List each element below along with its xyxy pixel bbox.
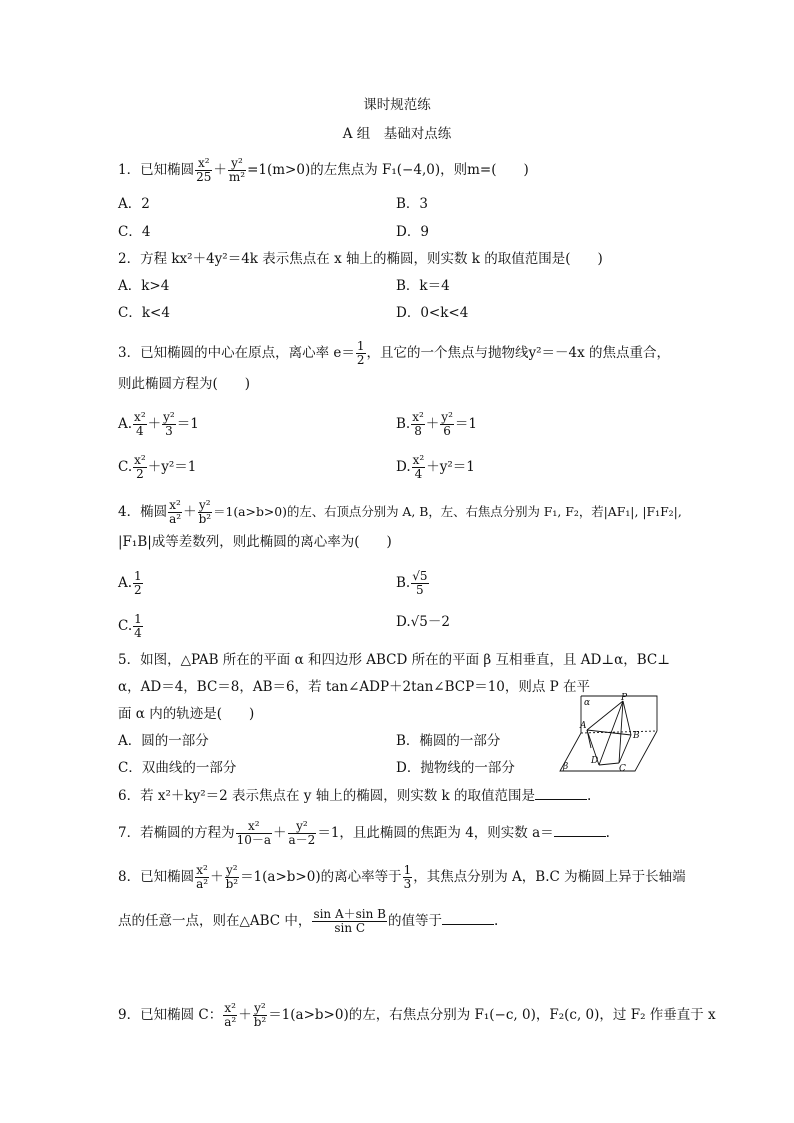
question-3-line2: 则此椭圆方程为( ): [118, 376, 251, 392]
option-c[interactable]: C．k<4: [118, 305, 170, 321]
question-3: 3．已知椭圆的中心在原点，离心率 e＝ $\frac{1}{2}$ ，且它的一个焦点与抛物线y²＝－4x 的焦点重合，: [118, 339, 671, 367]
page-title: 课时规范练: [363, 97, 431, 113]
question-8: 8．已知椭圆 $\frac{\text{x²}}{\text{a²}}$ ＋ $\frac{\text{y²}}{\text{b²}}$ ＝1(a>b>0)的离心率等于 $\frac{1}{3}$ ，其焦点分别为 A，B.C 为椭圆上异于长轴端: [118, 863, 686, 891]
figure-label-a: A: [580, 721, 587, 731]
option-d[interactable]: D. $\frac{\text{x²}}{4}$ ＋y²＝1: [396, 453, 475, 481]
question-6: 6．若 x²＋ky²＝2 表示焦点在 y 轴上的椭圆，则实数 k 的取值范围是 .: [118, 788, 592, 804]
fraction: $\frac{\text{x²}}{\text{a²}}$: [224, 1001, 237, 1029]
question-4: 4．椭圆 $\frac{\text{x²}}{\text{a²}}$ ＋ $\frac{\text{y²}}{\text{b²}}$ ＝1(a>b>0)的左、右顶点分别为 A, B，左、右焦点分别为 F₁, F₂，若|AF₁|, |F₁F₂|,: [118, 498, 682, 526]
option-c[interactable]: C. $\frac{1}{4}$: [118, 612, 142, 640]
figure-label-p: P: [621, 693, 628, 703]
question-1: 1．已知椭圆 $\frac{\text{x²}}{25}$ ＋ $\frac{\text{y²}}{\text{m²}}$ =1(m>0)的左焦点为 F₁(−4,0)，则m=( ): [118, 156, 529, 184]
option-a[interactable]: A. $\frac{1}{2}$: [118, 569, 142, 597]
question-2: 2．方程 kx²＋4y²＝4k 表示焦点在 x 轴上的椭圆，则实数 k 的取值范围是( ): [118, 251, 603, 267]
question-5-line3: 面 α 内的轨迹是( ): [118, 706, 255, 722]
question-4-line2: |F₁B|成等差数列，则此椭圆的离心率为( ): [118, 534, 392, 550]
fraction: $\frac{\text{x²}}{10-a}$: [236, 819, 272, 847]
question-8-line2: 点的任意一点，则在△ABC 中， $\frac{\text{sin A＋sin B}}{\text{sin C}}$ 的值等于 .: [118, 907, 499, 935]
option-d[interactable]: D．抛物线的一部分: [396, 760, 515, 776]
option-c[interactable]: C. $\frac{\text{x²}}{2}$ ＋y²＝1: [118, 453, 197, 481]
figure-label-d: D: [591, 756, 599, 766]
option-d[interactable]: D．0<k<4: [396, 305, 469, 321]
fraction: $\frac{\text{y²}}{\text{m²}}$: [228, 156, 246, 184]
question-5-line2: α，AD＝4，BC＝8，AB＝6，若 tan∠ADP＋2tan∠BCP＝10，则点 P 在平: [118, 679, 591, 695]
option-a[interactable]: A. $\frac{\text{x²}}{4}$ ＋ $\frac{\text{y²}}{3}$ ＝1: [118, 410, 199, 438]
fraction: $\frac{\text{y²}}{a-2}$: [288, 819, 316, 847]
fraction: $\frac{\text{y²}}{\text{b²}}$: [253, 1001, 267, 1029]
question-9: 9．已知椭圆 C： $\frac{\text{x²}}{\text{a²}}$ ＋ $\frac{\text{y²}}{\text{b²}}$ ＝1(a>b>0)的左，右焦点分别为 F₁(−c, 0)，F₂(c, 0)，过 F₂ 作垂直于 x: [118, 1001, 716, 1029]
option-d[interactable]: D.√5－2: [396, 614, 450, 630]
option-d[interactable]: D．9: [396, 224, 429, 240]
fraction: $\frac{\text{x²}}{25}$: [196, 156, 212, 184]
answer-blank[interactable]: [554, 823, 606, 837]
figure-label-c: C: [619, 764, 626, 773]
geometry-figure: [557, 693, 661, 773]
fraction: $\frac{\text{y²}}{\text{b²}}$: [198, 498, 212, 526]
figure-label-b: B: [633, 731, 640, 741]
figure-label-alpha: α: [584, 698, 591, 708]
option-c[interactable]: C．4: [118, 224, 151, 240]
option-b[interactable]: B．3: [396, 196, 429, 212]
fraction: $\frac{\text{x²}}{\text{a²}}$: [196, 863, 209, 891]
fraction: $\frac{1}{3}$: [403, 863, 412, 891]
fraction: $\frac{1}{2}$: [356, 339, 365, 367]
option-a[interactable]: A．k>4: [118, 278, 170, 294]
option-b[interactable]: B. $\frac{√5}{5}$: [396, 569, 428, 597]
option-b[interactable]: B．椭圆的一部分: [396, 733, 501, 749]
option-a[interactable]: A．圆的一部分: [118, 733, 209, 749]
fraction: $\frac{\text{y²}}{\text{b²}}$: [225, 863, 239, 891]
option-a[interactable]: A．2: [118, 196, 150, 212]
option-b[interactable]: B．k＝4: [396, 278, 450, 294]
question-5: 5．如图，△PAB 所在的平面 α 和四边形 ABCD 所在的平面 β 互相垂直，且 AD⊥α，BC⊥: [118, 652, 670, 668]
figure-label-beta: β: [563, 762, 569, 772]
question-7: 7．若椭圆的方程为 $\frac{\text{x²}}{10-a}$ ＋ $\frac{\text{y²}}{a-2}$ ＝1，且此椭圆的焦距为 4，则实数 a＝ .: [118, 819, 610, 847]
question-number: 1．: [118, 162, 141, 178]
fraction: $\frac{\text{x²}}{\text{a²}}$: [169, 498, 182, 526]
fraction: $\frac{\text{sin A＋sin B}}{\text{sin C}}$: [313, 907, 387, 935]
answer-blank[interactable]: [535, 786, 587, 800]
answer-blank[interactable]: [442, 911, 494, 925]
option-b[interactable]: B. $\frac{\text{x²}}{8}$ ＋ $\frac{\text{y²}}{6}$ ＝1: [396, 410, 477, 438]
question-text: 已知椭圆: [140, 162, 195, 178]
question-text: (m>0)的左焦点为 F₁(−4,0)，则m=( ): [266, 162, 529, 178]
section-subtitle: A 组 基础对点练: [342, 126, 452, 142]
option-c[interactable]: C．双曲线的一部分: [118, 760, 237, 776]
